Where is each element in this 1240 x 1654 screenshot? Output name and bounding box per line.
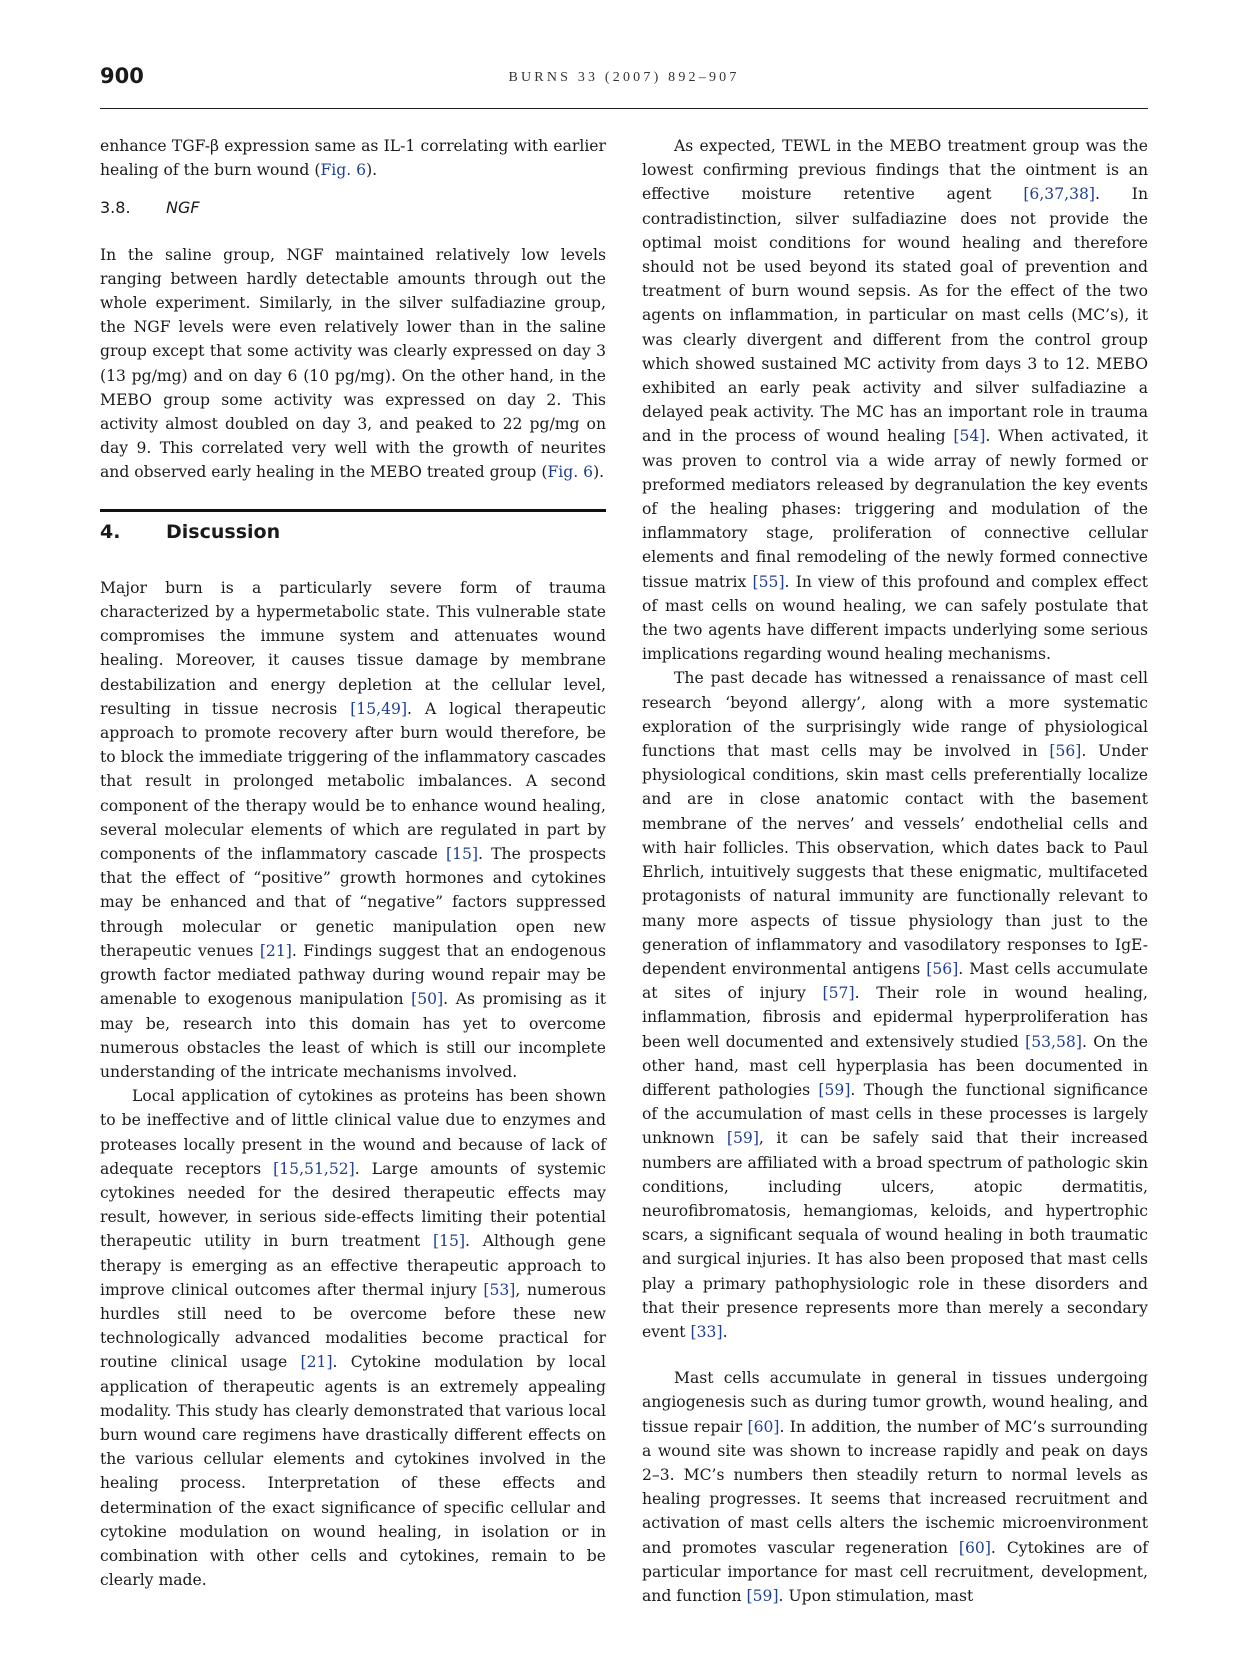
citation-link[interactable]: [55] (752, 572, 785, 591)
paragraph-angiogenesis: Mast cells accumulate in general in tissues undergoing angiogenesis such as during tumor growth, wound healing, and tissue repair [60]. In addition, the number of MC’s surrounding a wound site was shown to increase rapidly and peak on days 2–3. MC’s numbers then steadily return to normal levels as healing progresses. It seems that increased recruitment and activation of mast cells alters the ischemic microenvironment and promotes vascular regeneration [60]. Cytokines are of particular importance for mast cell recruitment, development, and function [59]. Upon stimulation, mast (642, 1369, 1148, 1605)
citation-link[interactable]: [15,49] (350, 699, 408, 718)
citation-link[interactable]: [15] (446, 845, 479, 864)
citation-link[interactable]: [57] (822, 984, 855, 1003)
section-number: 4. (100, 520, 121, 543)
paragraph-discussion-1: Major burn is a particularly severe form of trauma characterized by a hypermetabolic state. This vulnerable state compromises the immune system and attenuates wound healing. Moreover, it causes tissue damage by membrane destabilization and energy depletion at the cellular level, resulting in tissue necrosis [15,49]. A logical therapeutic approach to promote recovery after burn would therefore, be to block the immediate triggering of the inflammatory cascades that result in prolonged metabolic imbalances. A second component of the therapy would be to enhance wound healing, several molecular elements of which are regulated in part by components of the inflammatory cascade [15]. The prospects that the effect of “positive” growth hormones and cytokines may be enhanced and that of “negative” factors suppressed through molecular or genetic manipulation open new therapeutic venues [21]. Findings suggest that an endogenous growth factor mediated pathway during wound repair may be amenable to exogenous manipulation [50]. As promising as it may be, research into this domain has yet to overcome numerous obstacles the least of which is still our incomplete understanding of the intricate mechanisms involved. (100, 578, 606, 1081)
citation-link[interactable]: [21] (300, 1353, 333, 1372)
paragraph-tewl: As expected, TEWL in the MEBO treatment group was the lowest confirming previous findings that the ointment is an effective moisture retentive agent [6,37,38]. In contradistinction, silver sulfadiazine does not provide the optimal moist conditions for wound healing and therefore should not be used beyond its stated goal of prevention and treatment of burn wound sepsis. As for the effect of the two agents on inflammation, in particular on mast cells (MC’s), it was clearly divergent and different from the control group which showed sustained MC activity from days 3 to 12. MEBO exhibited an early peak activity and silver sulfadiazine a delayed peak activity. The MC has an important role in trauma and in the process of wound healing [54]. When activated, it was proven to control via a wide array of newly formed or preformed mediators released by degranulation the key events of the healing phases: triggering and modulation of the inflammatory stage, proliferation of connective cellular elements and final remodeling of the newly formed connective tissue matrix [55]. In view of this profound and complex effect of mast cells on wound healing, we can safely postulate that the two agents have different impacts underlying some serious implications regarding wound healing mechanisms. (642, 137, 1148, 664)
citation-link[interactable]: [60] (747, 1417, 780, 1436)
citation-link[interactable]: [53,58] (1025, 1032, 1082, 1051)
paragraph-tgf: enhance TGF-β expression same as IL-1 correlating with earlier healing of the burn wound (Fig. 6). (100, 137, 606, 180)
citation-link[interactable]: [15,51,52] (273, 1159, 355, 1178)
citation-link[interactable]: [6,37,38] (1023, 185, 1096, 204)
paragraph-ngf: In the saline group, NGF maintained relatively low levels ranging between hardly detectable amounts through out the whole experiment. Similarly, in the silver sulfadiazine group, the NGF levels were even relatively lower than in the saline group except that some activity was clearly expressed on day 3 (13 pg/mg) and on day 6 (10 pg/mg). On the other hand, in the MEBO group some activity was expressed on day 2. This activity almost doubled on day 3, and peaked to 22 pg/mg on day 9. This correlated very well with the growth of neurites and observed early healing in the MEBO treated group (Fig. 6). (100, 245, 606, 482)
citation-link[interactable]: [54] (953, 427, 986, 446)
citation-link[interactable]: [33] (690, 1322, 723, 1341)
subsection-number: 3.8. (100, 198, 131, 218)
page-number: 900 (100, 64, 144, 88)
paragraph-mast-cell-research: The past decade has witnessed a renaissance of mast cell research ‘beyond allergy’, along with a more systematic exploration of the surprisingly wide range of physiological functions that mast cells may be involved in [56]. Under physiological conditions, skin mast cells preferentially localize and are in close anatomic contact with the basement membrane of the nerves’ and vessels’ endothelial cells and with hair follicles. This observation, which dates back to Paul Ehrlich, intuitively suggests that these enigmatic, multifaceted protagonists of natural immunity are functionally relevant to many more aspects of tissue physiology than just to the generation of inflammatory and vasodilatory responses to IgE-dependent environmental antigens [56]. Mast cells accumulate at sites of injury [57]. Their role in wound healing, inflammation, fibrosis and epidermal hyperproliferation has been well documented and extensively studied [53,58]. On the other hand, mast cell hyperplasia has been documented in different pathologies [59]. Though the functional significance of the accumulation of mast cells in these processes is largely unknown [59], it can be safely said that their increased numbers are affiliated with a broad spectrum of pathologic skin conditions, including ulcers, atopic dermatitis, neurofibromatosis, hemangiomas, keloids, and hypertrophic scars, a significant sequala of wound healing in both traumatic and surgical injuries. It has also been proposed that mast cells play a primary pathophysiologic role in these disorders and that their presence represents more than merely a secondary event [33]. (642, 669, 1148, 1341)
page-header (100, 64, 1148, 109)
citation-link[interactable]: [53] (483, 1280, 516, 1299)
citation-link[interactable]: [56] (1049, 742, 1082, 761)
figure-link[interactable]: Fig. 6 (547, 463, 594, 482)
running-title: BURNS 33 (2007) 892–907 (508, 70, 740, 85)
citation-link[interactable]: [59] (726, 1129, 759, 1148)
citation-link[interactable]: [59] (746, 1586, 779, 1605)
subsection-title: NGF (166, 198, 200, 218)
citation-link[interactable]: [56] (926, 959, 959, 978)
right-column (642, 134, 1148, 1608)
citation-link[interactable]: [15] (433, 1232, 466, 1251)
citation-link[interactable]: [59] (818, 1080, 851, 1099)
citation-link[interactable]: [21] (259, 941, 292, 960)
left-column (100, 134, 606, 1592)
paragraph-discussion-2: Local application of cytokines as proteins has been shown to be ineffective and of little clinical value due to enzymes and proteases locally present in the wound and because of lack of adequate receptors [15,51,52]. Large amounts of systemic cytokines needed for the desired therapeutic effects may result, however, in serious side-effects limiting their potential therapeutic utility in burn treatment [15]. Although gene therapy is emerging as an effective therapeutic approach to improve clinical outcomes after thermal injury [53], numerous hurdles still need to be overcome before these new technologically advanced modalities become practical for routine clinical usage [21]. Cytokine modulation by local application of therapeutic agents is an extremely appealing modality. This study has clearly demonstrated that various local burn wound care regimens have drastically different effects on the various cellular elements and cytokines involved in the healing process. Interpretation of these effects and determination of the exact significance of specific cellular and cytokine modulation on wound healing, in isolation or in combination with other cells and cytokines, remain to be clearly made. (100, 1087, 607, 1590)
subsection-heading-ngf (100, 196, 606, 220)
section-heading-discussion (100, 509, 606, 544)
citation-link[interactable]: [60] (958, 1538, 991, 1557)
figure-link[interactable]: Fig. 6 (320, 161, 367, 180)
citation-link[interactable]: [50] (411, 990, 444, 1009)
section-title: Discussion (166, 520, 281, 543)
